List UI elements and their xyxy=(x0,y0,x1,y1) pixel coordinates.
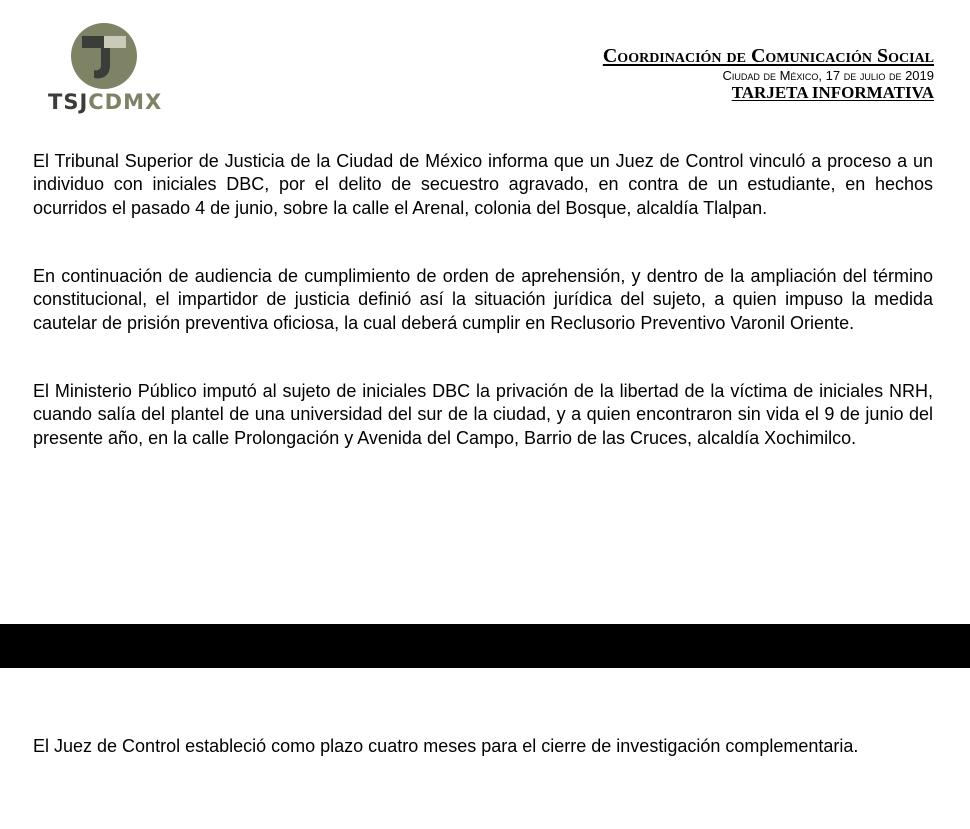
tsjcdmx-emblem-icon xyxy=(70,22,138,90)
dateline: Ciudad de México, 17 de julio de 2019 xyxy=(722,68,934,83)
logo-wordmark-tsj: TSJ xyxy=(48,90,89,114)
paragraph-1: El Tribunal Superior de Justicia de la Ciudad de México informa que un Juez de Control vinculó a proceso a un individuo con iniciales DBC, por el delito de secuestro agravado, en contra de un estudiante, en hechos ocurridos el pasado 4 de junio, sobre la calle el Arenal, colonia del Bosque, alcaldía Tlalpan. xyxy=(33,151,933,218)
tsjcdmx-logo xyxy=(48,22,168,114)
redaction-bar xyxy=(0,624,970,668)
document-type: TARJETA INFORMATIVA xyxy=(731,83,934,102)
paragraph-3: El Ministerio Público imputó al sujeto de iniciales DBC la privación de la libertad de la víctima de iniciales NRH, cuando salía del plantel de una universidad del sur de la ciudad, y a quien encontraron sin vida el 9 de junio del presente año, en la calle Prolongación y Avenida del Campo, Barrio de las Cruces, alcaldía Xochimilco. xyxy=(33,381,933,448)
document-header xyxy=(603,44,934,102)
organization-name: Coordinación de Comunicación Social xyxy=(602,45,934,67)
paragraph-2: En continuación de audiencia de cumplimiento de orden de aprehensión, y dentro de la ampliación del término constitucional, el impartidor de justicia definió así la situación jurídica del sujeto, a quien impuso la medida cautelar de prisión preventiva oficiosa, la cual deberá cumplir en Reclusorio Preventivo Varonil Oriente. xyxy=(33,266,933,333)
paragraph-4: El Juez de Control estableció como plazo cuatro meses para el cierre de investigación complementaria. xyxy=(33,736,859,756)
logo-wordmark xyxy=(48,90,168,114)
logo-wordmark-cdmx: CDMX xyxy=(88,90,163,114)
